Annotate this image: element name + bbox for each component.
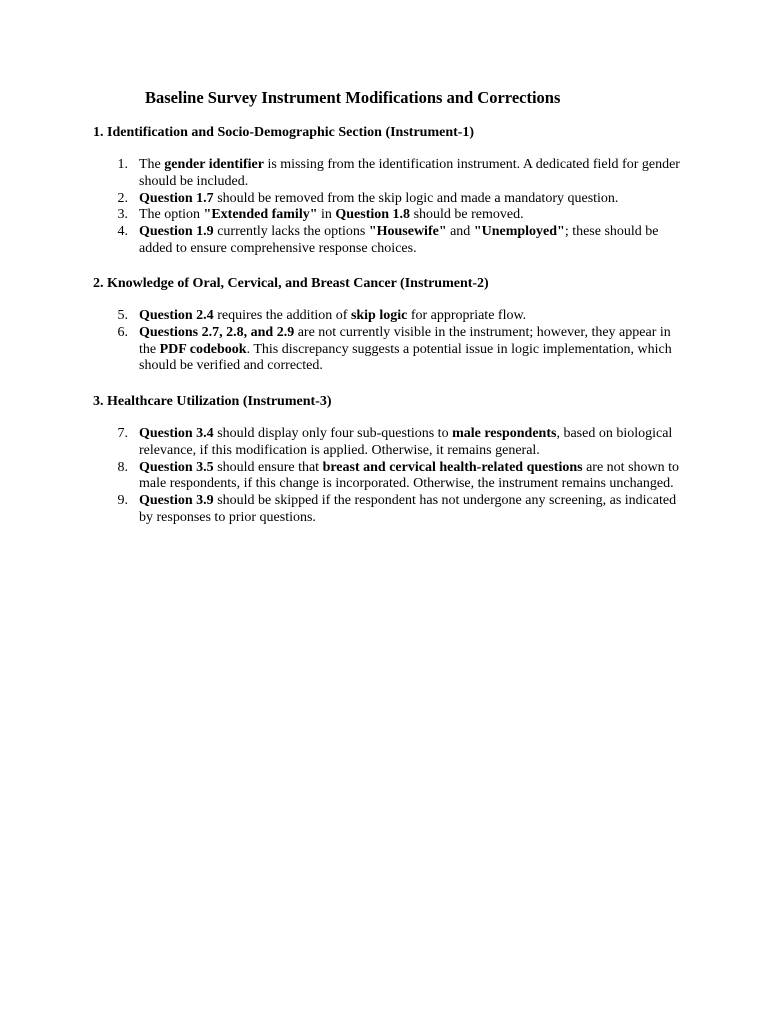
list-item [110,325,680,375]
item-number: 9. [117,493,128,509]
text-run: requires the addition of [213,308,351,323]
bold-run: skip logic [350,308,408,323]
bold-run: Question 1.7 [139,190,214,206]
bold-run: breast and cervical health-related questions [322,459,583,475]
section-items-healthcare-utilization [110,426,680,527]
text-run: . This discrepancy suggests a potential issue in logic implementation, which should be verified and corrected. [139,341,672,374]
document-title: Baseline Survey Instrument Modifications and Corrections [145,88,561,107]
item-text [139,460,679,492]
list-item [110,426,680,460]
bold-run: male respondents [452,426,557,441]
item-text [139,426,672,458]
list-item [110,191,680,208]
text-run: should ensure that [213,459,323,475]
item-number: 6. [117,324,128,340]
text-run: , based on biological relevance, if this modification is applied. Otherwise, it remains general. [139,426,673,458]
bold-run: Question 1.9 [139,224,214,240]
list-item [110,157,680,191]
bold-run: Question 3.4 [139,426,214,441]
bold-run: "Unemployed" [473,224,565,240]
bold-run: Question 3.5 [139,459,214,475]
list-item [110,460,680,494]
bold-run: Question 3.9 [139,493,214,509]
section-heading-healthcare-utilization: 3. Healthcare Utilization (Instrument-3) [93,394,332,409]
item-text [139,308,526,323]
item-number: 4. [117,224,128,240]
list-item [110,493,680,527]
item-number: 3. [117,207,128,223]
item-number: 2. [117,190,128,206]
bold-run: Question 2.4 [139,308,214,323]
bold-run: gender identifier [164,157,264,172]
text-run: The [139,157,165,172]
list-item [110,224,680,258]
section-heading-identification: 1. Identification and Socio-Demographic Section (Instrument-1) [93,125,475,140]
item-text [139,224,659,256]
bold-run: "Housewife" [368,224,447,240]
text-run: in [317,207,336,223]
text-run: should display only four sub-questions to [213,426,453,441]
text-run: ; these should be added to ensure comprehensive response choices. [139,224,659,256]
text-run: is missing from the identification instrument. A dedicated field for gender should be included. [139,157,680,189]
text-run: are not shown to male respondents, if this change is incorporated. Otherwise, the instrument remains unchanged. [139,459,680,492]
item-number: 1. [117,157,128,172]
item-text [139,493,676,525]
bold-run: Questions 2.7, 2.8, and 2.9 [139,324,295,340]
item-number: 8. [117,459,128,475]
item-text [139,157,680,189]
section-heading-cancer-knowledge: 2. Knowledge of Oral, Cervical, and Breast Cancer (Instrument-2) [93,276,489,291]
bold-run: Question 1.8 [335,207,411,223]
text-run: should be removed. [410,207,524,223]
item-number: 7. [117,426,128,441]
item-text [139,207,524,222]
item-text [139,191,618,206]
text-run: should be skipped if the respondent has not undergone any screening, as indicated by responses to prior questions. [139,493,677,525]
text-run: and [446,224,474,240]
text-run: currently lacks the options [213,224,369,240]
bold-run: PDF codebook [159,341,247,357]
list-item [110,308,680,325]
bold-run: "Extended family" [203,207,318,223]
item-number: 5. [117,308,128,323]
section-items-identification [110,157,680,258]
text-run: should be removed from the skip logic and made a mandatory question. [213,190,619,206]
text-run: for appropriate flow. [407,308,527,323]
text-run: The option [139,207,204,223]
list-item [110,207,680,224]
item-text [139,325,672,374]
text-run: are not currently visible in the instrument; however, they appear in the [139,324,671,357]
section-items-cancer-knowledge [110,308,680,375]
